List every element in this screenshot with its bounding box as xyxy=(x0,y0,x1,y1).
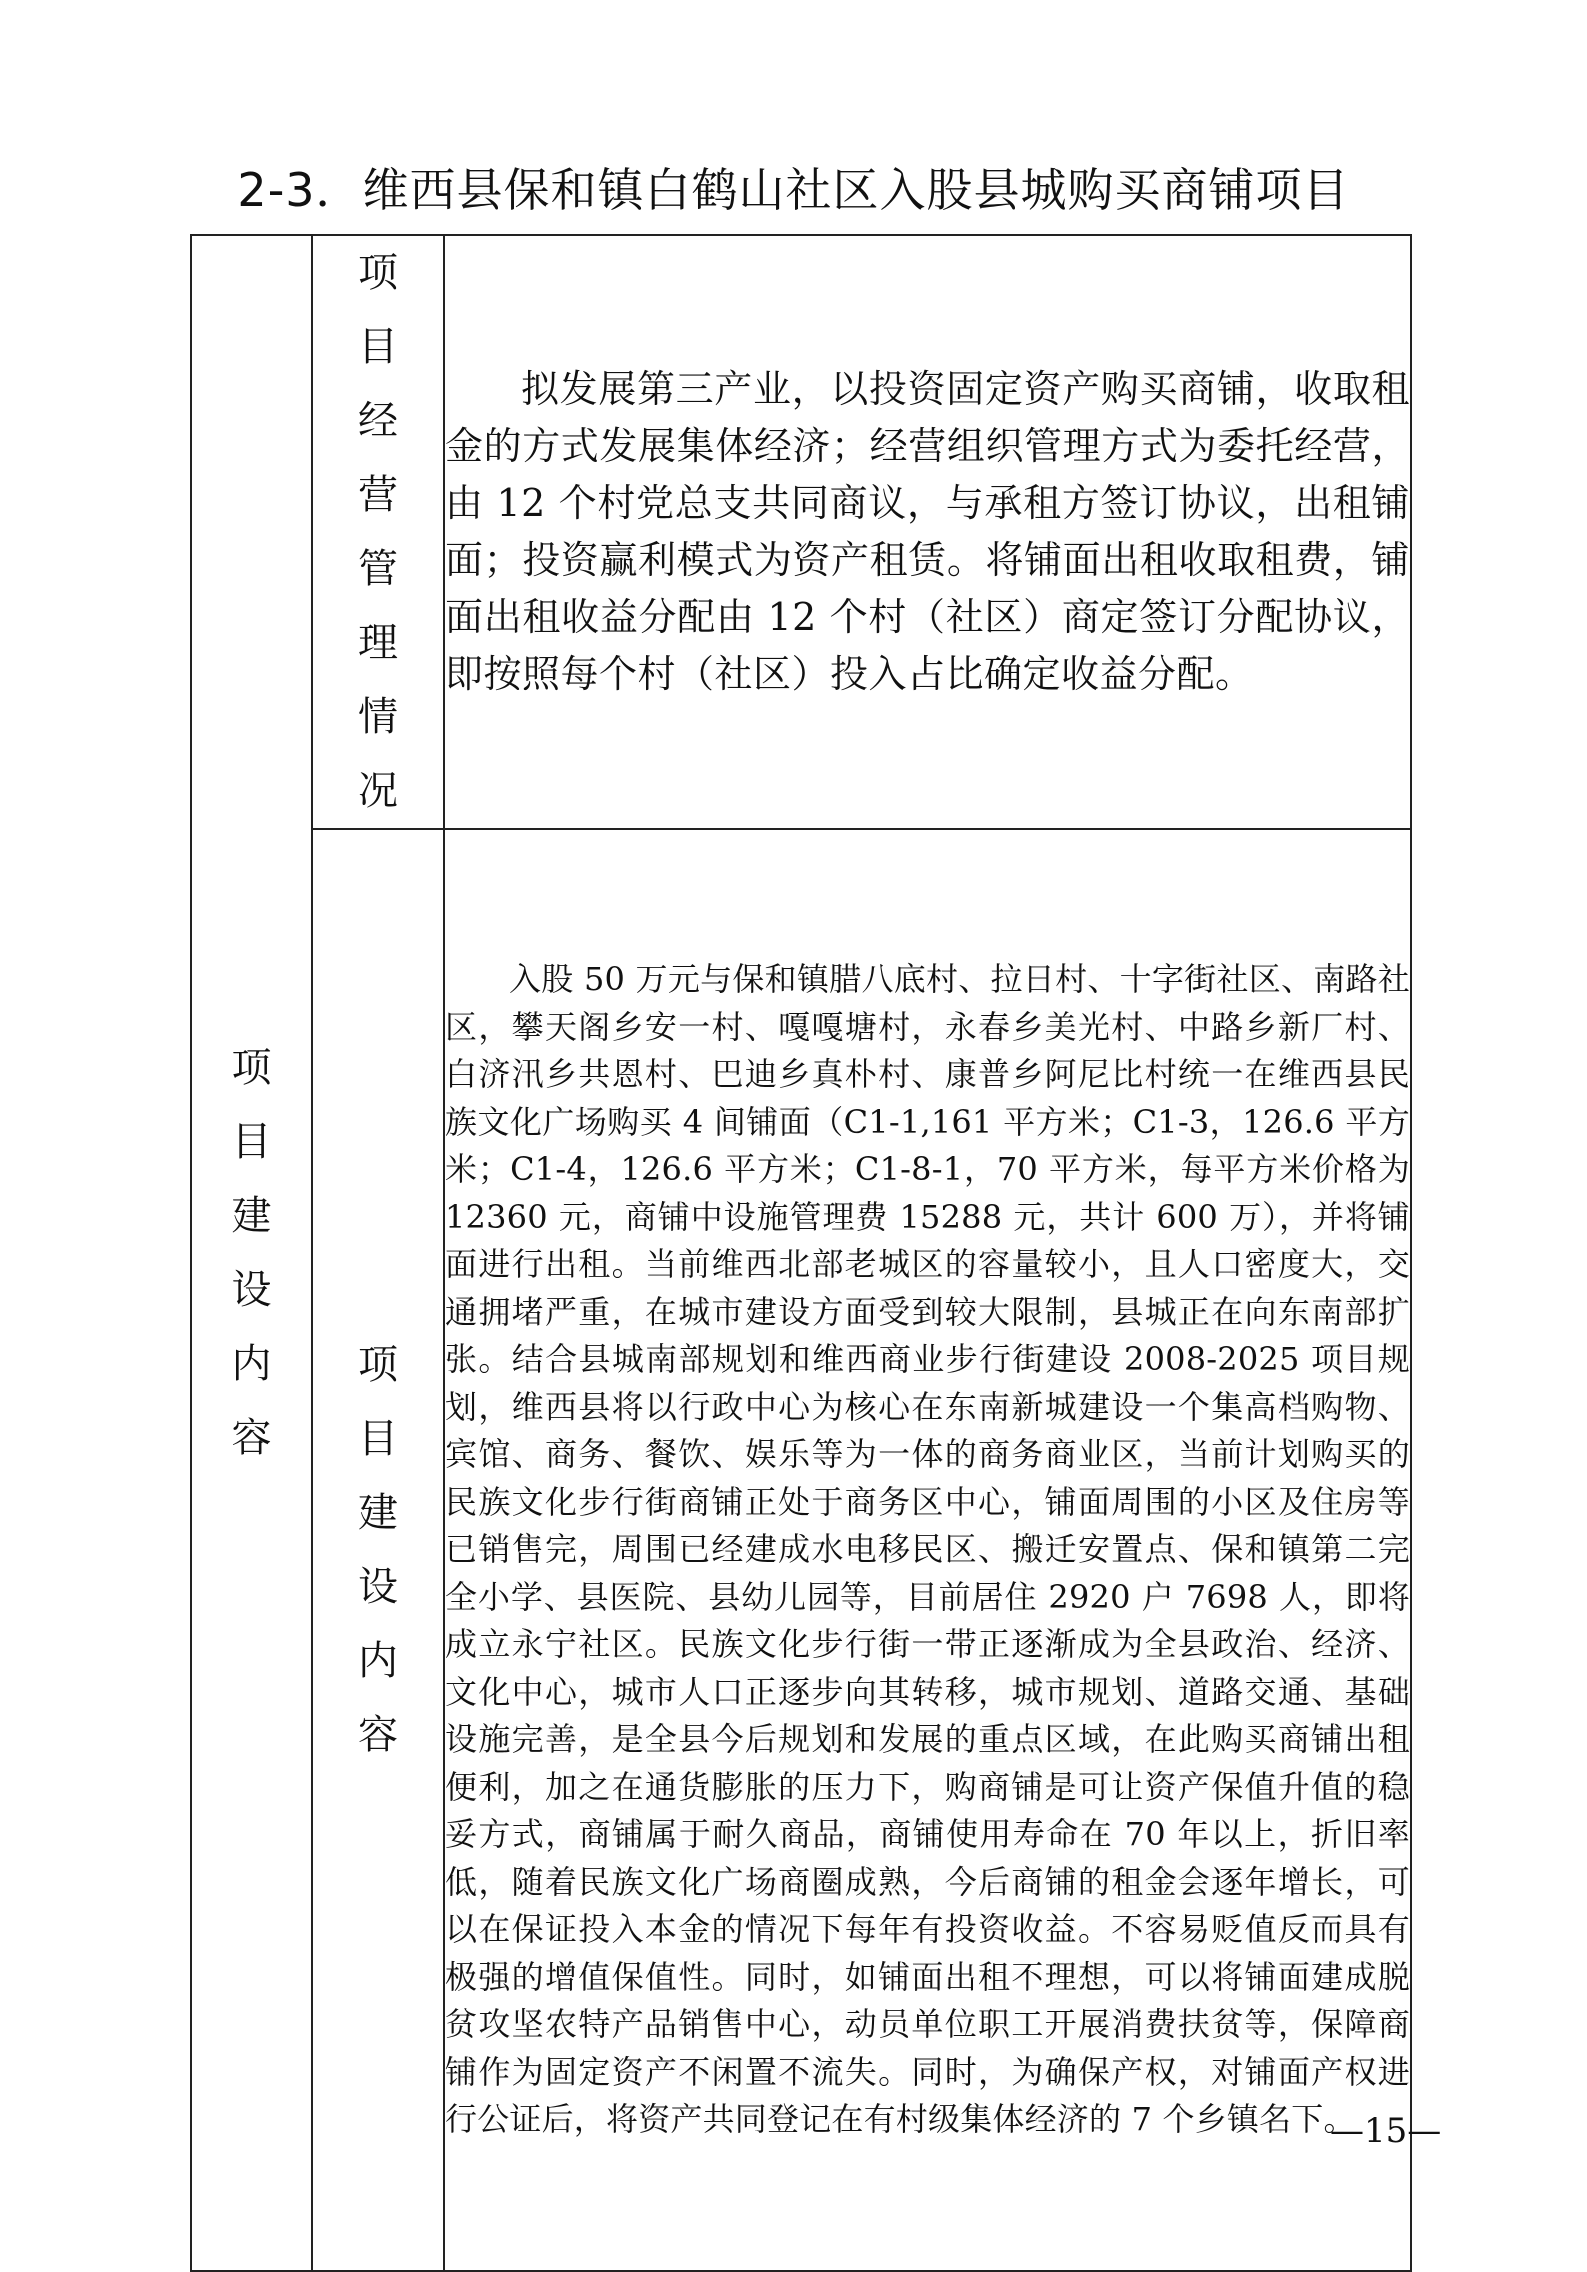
construction-label: 项目建设内容 xyxy=(358,1342,398,1758)
table-row-construction xyxy=(191,829,1411,2271)
management-label: 项目经营管理情况 xyxy=(358,250,398,814)
construction-content-cell xyxy=(444,829,1411,2271)
management-content-cell xyxy=(444,235,1411,829)
construction-label-cell xyxy=(312,829,444,2271)
management-content: 拟发展第三产业，以投资固定资产购买商铺，收取租金的方式发展集体经济；经营组织管理方式为委托经营，由 12 个村党总支共同商议，与承租方签订协议，出租铺面；投资赢利模式为资产租赁。将铺面出租收取租费，铺面出租收益分配由 12 个村（社区）商定签订分配协议，即按照每个村（社区）投入占比确定收益分配。 xyxy=(445,367,1410,696)
page-title: 2-3．维西县保和镇白鹤山社区入股县城购买商铺项目 xyxy=(237,163,1350,217)
table-row-management xyxy=(191,235,1411,829)
outer-label-cell xyxy=(191,235,312,2271)
page-number: —15— xyxy=(1330,2111,1442,2151)
outer-label: 项目建设内容 xyxy=(231,1045,272,1461)
management-label-cell xyxy=(312,235,444,829)
construction-content: 入股 50 万元与保和镇腊八底村、拉日村、十字街社区、南路社区，攀天阁乡安一村、嘎嘎塘村，永春乡美光村、中路乡新厂村、白济汛乡共恩村、巴迪乡真朴村、康普乡阿尼比村统一在维西县民族文化广场购买 4 间铺面（C1-1,161 平方米；C1-3，126.6 平方米；C1-4，126.6 平方米；C1-8-1，70 平方米，每平方米价格为 12360 元，商铺中设施管理费 15288 元，共计 600 万），并将铺面进行出租。当前维西北部老城区的容量较小，且人口密度大，交通拥堵严重，在城市建设方面受到较大限制，县城正在向东南部扩张。结合县城南部规划和维西商业步行街建设 2008-2025 项目规划，维西县将以行政中心为核心在东南新城建设一个集高档购物、宾馆、商务、餐饮、娱乐等为一体的商务商业区，当前计划购买的民族文化步行街商铺正处于商务区中心，铺面周围的小区及住房等已销售完，周围已经建成水电移民区、搬迁安置点、保和镇第二完全小学、县医院、县幼儿园等，目前居住 2920 户 7698 人，即将成立永宁社区。民族文化步行街一带正逐渐成为全县政治、经济、文化中心，城市人口正逐步向其转移，城市规划、道路交通、基础设施完善，是全县今后规划和发展的重点区域，在此购买商铺出租便利，加之在通货膨胀的压力下，购商铺是可让资产保值升值的稳妥方式，商铺属于耐久商品，商铺使用寿命在 70 年以上，折旧率低，随着民族文化广场商圈成熟，今后商铺的租金会逐年增长，可以在保证投入本金的情况下每年有投资收益。不容易贬值反而具有极强的增值保值性。同时，如铺面出租不理想，可以将铺面建成脱贫攻坚农特产品销售中心，动员单位职工开展消费扶贫等，保障商铺作为固定资产不闲置不流失。同时，为确保产权，对铺面产权进行公证后，将资产共同登记在有村级集体经济的 7 个乡镇名下。 xyxy=(445,960,1410,2139)
project-table xyxy=(190,234,1412,2272)
